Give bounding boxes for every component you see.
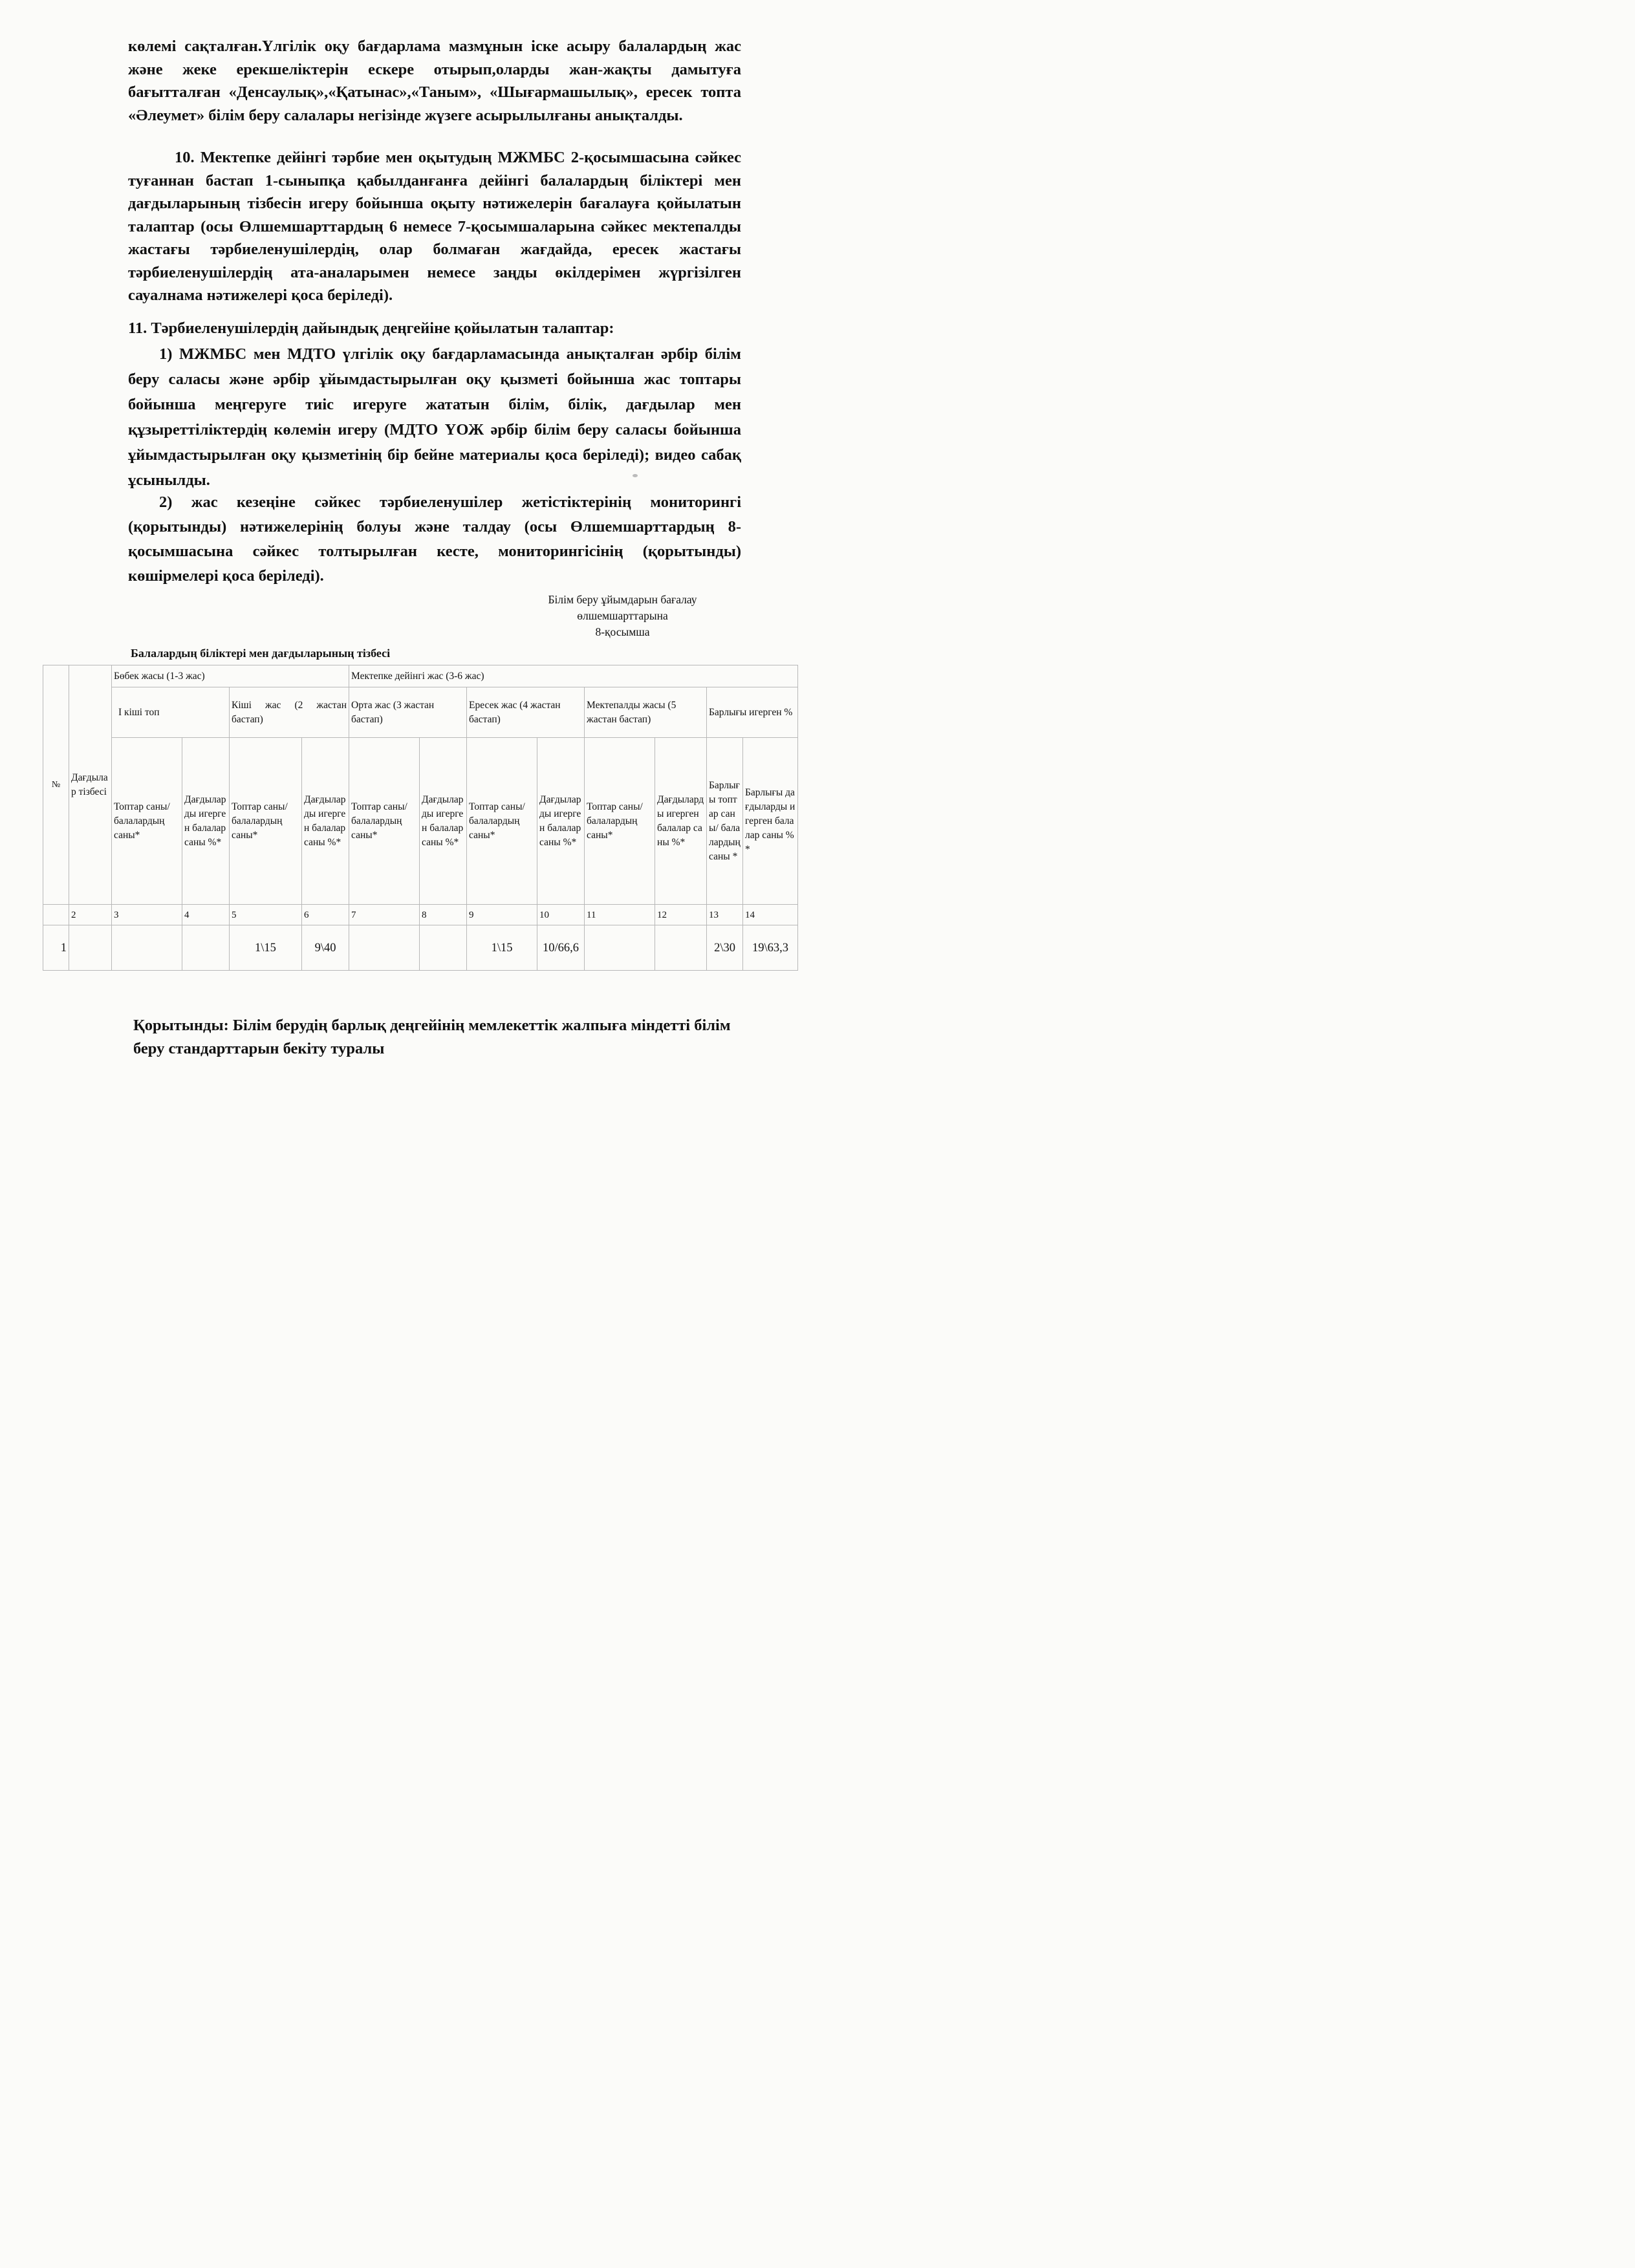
cell-c9: 1\15 bbox=[467, 925, 537, 971]
scan-speck bbox=[633, 474, 638, 477]
header-mastered-pct: Дағдыларды игерген балалар саны %* bbox=[420, 738, 467, 905]
conclusion: Қорытынды: Білім берудің барлық деңгейінің мемлекеттік жалпыға міндетті білім беру стандарттарын бекіту туралы bbox=[133, 1017, 731, 1057]
column-number: 5 bbox=[230, 905, 302, 925]
header-senior-age: Ересек жас (4 жастан бастап) bbox=[467, 687, 585, 738]
paragraph-intro: көлемі сақталған.Үлгілік оқу бағдарлама мазмұнын іске асыру балалардың жас және жеке ерекшеліктерін ескере отырып,оларды жан-жақты дамытуға бағытталған «Денсаулық»,«Қатынас»,«Таным», «Шығармашылық», ересек топта «Әлеумет» білім беру салалары негізінде жүзеге асырылылғаны анықталды. bbox=[128, 38, 741, 124]
header-infant-age: Бөбек жасы (1-3 жас) bbox=[112, 665, 349, 687]
column-number: 12 bbox=[655, 905, 707, 925]
row-skills bbox=[69, 925, 112, 971]
cell-c8 bbox=[420, 925, 467, 971]
column-number bbox=[43, 905, 69, 925]
column-number: 4 bbox=[182, 905, 230, 925]
column-number: 8 bbox=[420, 905, 467, 925]
paragraph-item-10: 10. Мектепке дейінгі тәрбие мен оқытудың МЖМБС 2-қосымшасына сәйкес туғаннан бастап 1-сыныпқа қабылданғанға дейінгі балалардың біліктері мен дағдыларының тізбесін игеру бойынша оқыту нәтижелерін бағалауға қойылатын талаптар (осы Өлшемшарттардың 6 немесе 7-қосымшаларына сәйкес мектепалды жастағы тәрбиеленушілердің, олар болмаған жағдайда, ересек жастағы тәрбиеленушілердің ата-аналарымен немесе заңды өкілдерімен жүргізілген сауалнама нәтижелері қоса беріледі). bbox=[128, 149, 741, 304]
column-number-row bbox=[43, 905, 798, 925]
cell-c11 bbox=[585, 925, 655, 971]
row-number: 1 bbox=[43, 925, 69, 971]
column-number: 7 bbox=[349, 905, 420, 925]
header-preschool-group: Мектепалды жасы (5 жастан бастап) bbox=[585, 687, 707, 738]
cell-c10: 10/66,6 bbox=[537, 925, 585, 971]
table-row bbox=[43, 925, 798, 971]
cell-c7 bbox=[349, 925, 420, 971]
header-groups-count: Топтар саны/ балалардың саны* bbox=[467, 738, 537, 905]
column-number: 6 bbox=[302, 905, 349, 925]
annex-line-2: өлшемшарттарына bbox=[577, 609, 668, 622]
paragraph-item-11-1: 1) МЖМБС мен МДТО үлгілік оқу бағдарламасында анықталған әрбір білім беру саласы және әрбір ұйымдастырылған оқу қызметі бойынша жас топтары бойынша меңгеруге тиіс игеруге жататын білім, білік, дағдылар мен құзыреттіліктердің көлемін игеру (МДТО ҮОЖ әрбір білім беру саласы бойынша ұйымдастырылған оқу қызметінің бір бейне материалы қоса беріледі); видео сабақ ұсынылды. bbox=[128, 345, 741, 489]
paragraph-item-11-2: 2) жас кезеңіне сәйкес тәрбиеленушілер жетістіктерінің мониторингі (қорытынды) нәтижелерінің болуы және талдау (осы Өлшемшарттардың 8-қосымшасына сәйкес толтырылған кесте, мониторингісінің (қорытынды) көшірмелері қоса беріледі). bbox=[128, 493, 741, 585]
skills-table bbox=[43, 665, 798, 971]
header-mastered-pct: Дағдыларды игерген балалар саны %* bbox=[655, 738, 707, 905]
annex-header bbox=[511, 592, 734, 640]
header-groups-count: Топтар саны/ балалардың саны* bbox=[230, 738, 302, 905]
header-mastered-pct: Дағдыларды игерген балалар саны %* bbox=[302, 738, 349, 905]
header-junior-group-1: I кіші топ bbox=[112, 687, 230, 738]
header-mastered-pct: Дағдыларды игерген балалар саны %* bbox=[537, 738, 585, 905]
header-no: № bbox=[43, 665, 69, 905]
column-number: 3 bbox=[112, 905, 182, 925]
annex-line-3: 8-қосымша bbox=[595, 625, 650, 638]
table-title: Балалардың біліктері мен дағдыларының тізбесі bbox=[131, 647, 391, 660]
header-groups-count: Топтар саны/ балалардың саны* bbox=[585, 738, 655, 905]
column-number: 11 bbox=[585, 905, 655, 925]
header-groups-count: Топтар саны/ балалардың саны* bbox=[349, 738, 420, 905]
cell-c12 bbox=[655, 925, 707, 971]
header-groups-count: Топтар саны/ балалардың саны* bbox=[112, 738, 182, 905]
header-junior-age: Кіші жас (2 жастан бастап) bbox=[230, 687, 349, 738]
cell-c14: 19\63,3 bbox=[743, 925, 798, 971]
header-mastered-pct: Дағдыларды игерген балалар саны %* bbox=[182, 738, 230, 905]
header-middle-age: Орта жас (3 жастан бастап) bbox=[349, 687, 467, 738]
column-number: 2 bbox=[69, 905, 112, 925]
column-number: 13 bbox=[707, 905, 743, 925]
cell-c13: 2\30 bbox=[707, 925, 743, 971]
header-preschool-age: Мектепке дейінгі жас (3-6 жас) bbox=[349, 665, 798, 687]
cell-c4 bbox=[182, 925, 230, 971]
paragraph-item-11: 11. Тәрбиеленушілердің дайындық деңгейіне қойылатын талаптар: bbox=[128, 319, 614, 337]
header-total-groups: Барлығы топтар саны/ балалардың саны * bbox=[707, 738, 743, 905]
column-number: 14 bbox=[743, 905, 798, 925]
header-total-mastered: Барлығы игерген % bbox=[707, 687, 798, 738]
cell-c6: 9\40 bbox=[302, 925, 349, 971]
column-number: 10 bbox=[537, 905, 585, 925]
cell-c5: 1\15 bbox=[230, 925, 302, 971]
header-total-pct: Барлығы дағдыларды игерген балалар саны %* bbox=[743, 738, 798, 905]
header-skills: Дағдылар тізбесі bbox=[69, 665, 112, 905]
annex-line-1: Білім беру ұйымдарын бағалау bbox=[548, 593, 697, 606]
cell-c3 bbox=[112, 925, 182, 971]
column-number: 9 bbox=[467, 905, 537, 925]
